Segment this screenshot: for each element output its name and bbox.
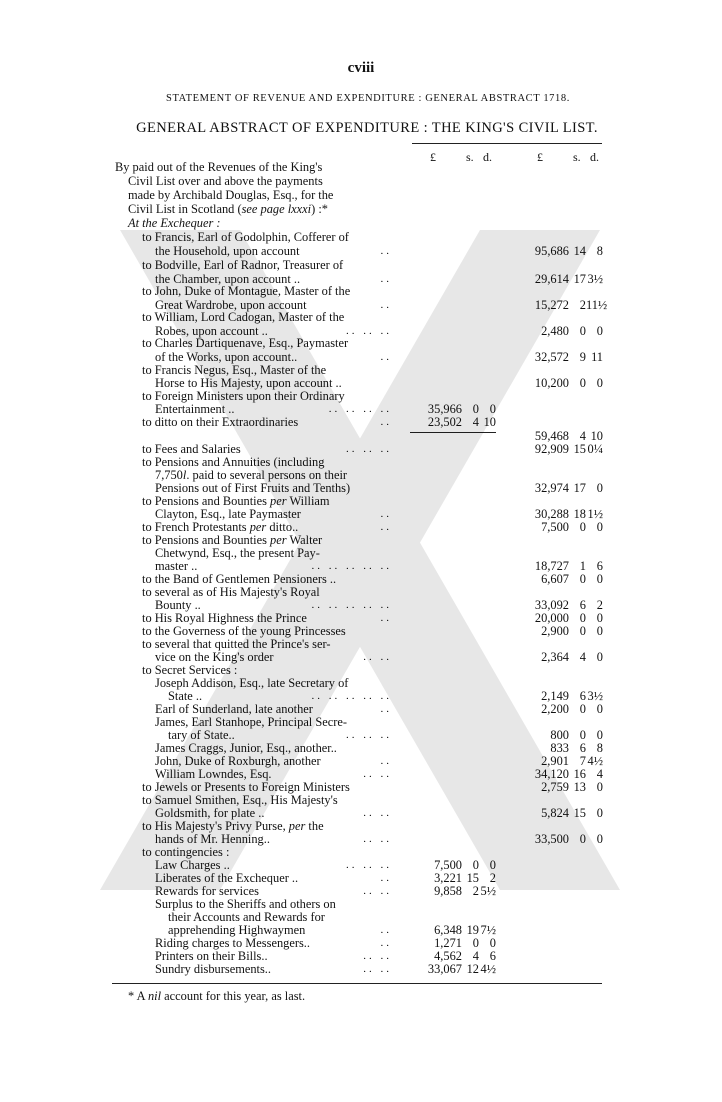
pence-value: 0 — [596, 650, 603, 664]
pounds-value: 6,607 — [541, 572, 569, 586]
leader-dots: .. — [380, 521, 392, 533]
leader-dots: .. — [380, 245, 392, 257]
pounds-value: 3,221 — [434, 871, 462, 885]
shillings-value: 4 — [472, 949, 479, 963]
shillings-value: 2 — [472, 884, 479, 898]
row-label: to Fees and Salaries — [142, 442, 241, 456]
row-label: tary of State.. — [168, 728, 235, 742]
table-row — [0, 676, 722, 690]
row-label: to the Governess of the young Princesses — [142, 624, 346, 638]
leader-dots: .. — [380, 351, 392, 363]
pounds-value: 59,468 — [534, 429, 569, 443]
table-row — [0, 910, 722, 924]
table-row — [0, 741, 722, 755]
table-row — [0, 160, 722, 174]
row-label: hands of Mr. Henning.. — [155, 832, 270, 846]
table-row — [0, 962, 722, 976]
row-label: Riding charges to Messengers.. — [155, 936, 310, 950]
subtotal-rule — [410, 432, 496, 433]
pence-value: 10 — [590, 429, 603, 443]
pence-value: 11½ — [586, 298, 608, 312]
shillings-value: 18 — [573, 507, 586, 521]
row-label: State .. — [168, 689, 203, 703]
shillings-value: 6 — [579, 598, 586, 612]
table-row — [0, 845, 722, 859]
table-row — [0, 871, 722, 885]
leader-dots: .. — [380, 755, 392, 767]
row-label: to Secret Services : — [142, 663, 238, 677]
table-row — [0, 546, 722, 560]
pence-value: 0 — [596, 806, 603, 820]
pounds-value: 33,067 — [427, 962, 462, 976]
page-number: cviii — [347, 60, 375, 76]
table-row — [0, 728, 722, 742]
table-row — [0, 468, 722, 482]
pounds-value: 92,909 — [534, 442, 569, 456]
table-row — [0, 702, 722, 716]
shillings-value: 1 — [579, 559, 586, 573]
shillings-value: 0 — [472, 402, 479, 416]
row-label: vice on the King's order — [155, 650, 274, 664]
row-label: to His Royal Highness the Prince — [142, 611, 307, 625]
pence-value: 0 — [596, 376, 603, 390]
shillings-value: 15 — [573, 806, 586, 820]
pounds-value: 7,500 — [434, 858, 462, 872]
table-row — [0, 793, 722, 807]
row-label: Bounty .. — [155, 598, 201, 612]
table-row — [0, 310, 722, 324]
shillings-value: 0 — [579, 611, 586, 625]
row-label: to contingencies : — [142, 845, 230, 859]
row-label: to Pensions and Bounties per Walter — [142, 533, 323, 547]
pounds-value: 15,272 — [534, 298, 569, 312]
leader-dots: .. .. .. — [346, 325, 392, 337]
shillings-value: 15 — [573, 442, 586, 456]
row-label: to Francis Negus, Esq., Master of the — [142, 363, 327, 377]
row-label: Joseph Addison, Esq., late Secretary of — [155, 676, 349, 690]
leader-dots: .. .. .. .. .. — [311, 690, 392, 702]
pounds-value: 33,092 — [534, 598, 569, 612]
shillings-value: 6 — [579, 741, 586, 755]
pounds-value: 1,271 — [434, 936, 462, 950]
table-row — [0, 832, 722, 846]
shillings-value: 13 — [573, 780, 586, 794]
row-label: to Francis, Earl of Godolphin, Cofferer of — [142, 230, 349, 244]
table-row — [0, 754, 722, 768]
shillings-value: 0 — [472, 936, 479, 950]
pence-value: 0 — [596, 624, 603, 638]
table-row — [0, 188, 722, 202]
leader-dots: .. .. — [363, 833, 392, 845]
row-label: Law Charges .. — [155, 858, 230, 872]
pence-value: 10 — [483, 415, 496, 429]
table-row — [0, 216, 722, 230]
row-label: to Samuel Smithen, Esq., His Majesty's — [142, 793, 338, 807]
row-label: William Lowndes, Esq. — [155, 767, 272, 781]
shillings-value: 0 — [579, 624, 586, 638]
pence-value: 6 — [489, 949, 496, 963]
pounds-value: 33,500 — [534, 832, 569, 846]
pounds-value: 18,727 — [534, 559, 569, 573]
table-row — [0, 923, 722, 937]
pounds-value: 95,686 — [534, 244, 569, 258]
shillings-value: 0 — [579, 702, 586, 716]
shillings-value: 19 — [466, 923, 479, 937]
footnote-rule — [112, 983, 602, 984]
pounds-value: 2,200 — [541, 702, 569, 716]
pence-value: 4 — [596, 767, 603, 781]
leader-dots: .. — [380, 416, 392, 428]
leader-dots: .. .. .. .. .. — [311, 599, 392, 611]
footnote: * A nil account for this year, as last. — [128, 989, 306, 1003]
shillings-value: 6 — [579, 689, 586, 703]
row-label: to Pensions and Bounties per William — [142, 494, 330, 508]
pence-value: 0 — [489, 402, 496, 416]
row-label: of the Works, upon account.. — [155, 350, 298, 364]
pounds-value: 30,288 — [534, 507, 569, 521]
pounds-value: 32,572 — [534, 350, 569, 364]
pounds-value: 2,364 — [541, 650, 569, 664]
pounds-value: 35,966 — [427, 402, 462, 416]
row-label: Pensions out of First Fruits and Tenths) — [155, 481, 351, 495]
pence-value: 0 — [489, 936, 496, 950]
leader-dots: .. — [380, 299, 392, 311]
table-row — [0, 650, 722, 664]
col-header-s-1: s. — [466, 150, 474, 164]
row-label: Rewards for services — [155, 884, 259, 898]
row-label: to ditto on their Extraordinaries — [142, 415, 299, 429]
row-label: James Craggs, Junior, Esq., another.. — [155, 741, 337, 755]
row-label: to Bodville, Earl of Radnor, Treasurer of — [142, 258, 344, 272]
table-row — [0, 363, 722, 377]
leader-dots: .. — [380, 508, 392, 520]
shillings-value: 0 — [579, 324, 586, 338]
pounds-value: 2,901 — [541, 754, 569, 768]
pounds-value: 800 — [550, 728, 569, 742]
col-header-d-1: d. — [483, 150, 492, 164]
shillings-value: 0 — [579, 520, 586, 534]
pounds-value: 23,502 — [427, 415, 462, 429]
table-row — [0, 897, 722, 911]
pence-value: 8 — [596, 741, 603, 755]
table-row — [0, 415, 722, 429]
col-header-d-2: d. — [590, 150, 599, 164]
pence-value: 4½ — [587, 754, 603, 768]
pounds-value: 29,614 — [534, 272, 569, 286]
row-label: John, Duke of Roxburgh, another — [155, 754, 321, 768]
pounds-value: 32,974 — [534, 481, 569, 495]
row-label: Earl of Sunderland, late another — [155, 702, 313, 716]
pence-value: 4½ — [480, 962, 496, 976]
row-label: Civil List over and above the payments — [128, 174, 323, 188]
row-label: Goldsmith, for plate .. — [155, 806, 265, 820]
pence-value: 3½ — [587, 272, 603, 286]
row-label: to several that quitted the Prince's ser- — [142, 637, 331, 651]
pence-value: 0 — [596, 520, 603, 534]
table-row — [0, 442, 722, 456]
pence-value: 0 — [596, 728, 603, 742]
pence-value: 0 — [489, 858, 496, 872]
pence-value: 8 — [596, 244, 603, 258]
pounds-value: 20,000 — [534, 611, 569, 625]
leader-dots: .. .. .. — [346, 443, 392, 455]
pounds-value: 833 — [550, 741, 569, 755]
shillings-value: 17 — [573, 481, 586, 495]
pounds-value: 7,500 — [541, 520, 569, 534]
pounds-value: 2,759 — [541, 780, 569, 794]
table-row — [0, 350, 722, 364]
pence-value: 0 — [596, 324, 603, 338]
shillings-value: 14 — [573, 244, 586, 258]
page-title: GENERAL ABSTRACT OF EXPENDITURE : THE KING'S CIVIL LIST. — [136, 120, 598, 136]
row-label: to French Protestants per ditto.. — [142, 520, 299, 534]
shillings-value: 16 — [573, 767, 586, 781]
shillings-value: 4 — [472, 415, 479, 429]
row-label: Robes, upon account .. — [155, 324, 268, 338]
shillings-value: 12 — [466, 962, 479, 976]
pence-value: 3½ — [587, 689, 603, 703]
table-row — [0, 858, 722, 872]
row-label: Liberates of the Exchequer .. — [155, 871, 299, 885]
leader-dots: .. — [380, 924, 392, 936]
col-header-pound-1: £ — [430, 150, 436, 164]
shillings-value: 17 — [573, 272, 586, 286]
table-row — [0, 244, 722, 258]
shillings-value: 0 — [579, 376, 586, 390]
leader-dots: .. .. .. — [346, 729, 392, 741]
row-label: 7,750l. paid to several persons on their — [155, 468, 348, 482]
pence-value: 0 — [596, 481, 603, 495]
table-row — [0, 481, 722, 495]
table-row — [0, 689, 722, 703]
table-row — [0, 767, 722, 781]
row-label: James, Earl Stanhope, Principal Secre- — [155, 715, 347, 729]
row-label: Great Wardrobe, upon account — [155, 298, 307, 312]
row-label: to several as of His Majesty's Royal — [142, 585, 320, 599]
shillings-value: 0 — [579, 572, 586, 586]
pounds-value: 34,120 — [534, 767, 569, 781]
pence-value: 0 — [596, 572, 603, 586]
table-row — [0, 389, 722, 403]
table-row — [0, 780, 722, 794]
row-label: Entertainment .. — [155, 402, 235, 416]
col-header-pound-2: £ — [537, 150, 543, 164]
pence-value: 7½ — [480, 923, 496, 937]
pounds-value: 2,480 — [541, 324, 569, 338]
row-label: Horse to His Majesty, upon account .. — [155, 376, 342, 390]
shillings-value: 0 — [472, 858, 479, 872]
row-label: apprehending Highwaymen — [168, 923, 306, 937]
pence-value: 1½ — [587, 507, 603, 521]
pounds-value: 5,824 — [541, 806, 569, 820]
leader-dots: .. .. — [363, 885, 392, 897]
table-row — [0, 533, 722, 547]
col-header-s-2: s. — [573, 150, 581, 164]
row-label: made by Archibald Douglas, Esq., for the — [128, 188, 334, 202]
table-row — [0, 230, 722, 244]
pence-value: 2 — [489, 871, 496, 885]
table-row — [0, 376, 722, 390]
row-label: the Chamber, upon account .. — [155, 272, 301, 286]
table-row — [0, 202, 722, 216]
table-row — [0, 494, 722, 508]
pence-value: 0¼ — [587, 442, 603, 456]
pounds-value: 9,858 — [434, 884, 462, 898]
table-row — [0, 715, 722, 729]
table-row — [0, 819, 722, 833]
row-label: Printers on their Bills.. — [155, 949, 268, 963]
row-label: the Household, upon account — [155, 244, 300, 258]
pence-value: 0 — [596, 702, 603, 716]
pounds-value: 2,900 — [541, 624, 569, 638]
shillings-value: 0 — [579, 832, 586, 846]
pence-value: 0 — [596, 611, 603, 625]
table-row — [0, 611, 722, 625]
leader-dots: .. — [380, 703, 392, 715]
row-label: Surplus to the Sheriffs and others on — [155, 897, 336, 911]
row-label: to Charles Dartiquenave, Esq., Paymaster — [142, 336, 349, 350]
table-row — [0, 949, 722, 963]
table-row — [0, 336, 722, 350]
pence-value: 11 — [591, 350, 603, 364]
pounds-value: 4,562 — [434, 949, 462, 963]
row-label: By paid out of the Revenues of the King's — [115, 160, 323, 174]
table-row — [0, 174, 722, 188]
pounds-value: 2,149 — [541, 689, 569, 703]
table-row — [0, 559, 722, 573]
leader-dots: .. — [380, 937, 392, 949]
leader-dots: .. — [380, 872, 392, 884]
shillings-value: 0 — [579, 728, 586, 742]
header-rule — [412, 143, 602, 144]
leader-dots: .. — [380, 612, 392, 624]
table-row — [0, 663, 722, 677]
table-row — [0, 520, 722, 534]
leader-dots: .. .. .. — [346, 859, 392, 871]
row-label: to William, Lord Cadogan, Master of the — [142, 310, 345, 324]
leader-dots: .. .. .. .. .. — [311, 560, 392, 572]
table-row — [0, 258, 722, 272]
row-label: master .. — [155, 559, 198, 573]
table-row — [0, 624, 722, 638]
leader-dots: .. .. — [363, 651, 392, 663]
leader-dots: .. .. — [363, 963, 392, 975]
row-label: Civil List in Scotland (see page lxxxi) :* — [128, 202, 328, 216]
pence-value: 6 — [596, 559, 603, 573]
shillings-value: 15 — [466, 871, 479, 885]
table-row — [0, 884, 722, 898]
row-label: to His Majesty's Privy Purse, per the — [142, 819, 324, 833]
row-label: Clayton, Esq., late Paymaster — [155, 507, 301, 521]
shillings-value: 2 — [579, 298, 586, 312]
table-row — [0, 429, 722, 443]
row-label: to Jewels or Presents to Foreign Ministers — [142, 780, 350, 794]
shillings-value: 7 — [579, 754, 586, 768]
row-label: to Pensions and Annuities (including — [142, 455, 325, 469]
shillings-value: 4 — [579, 650, 586, 664]
pence-value: 5½ — [480, 884, 496, 898]
table-row — [0, 507, 722, 521]
row-label: to John, Duke of Montague, Master of the — [142, 284, 351, 298]
table-row — [0, 806, 722, 820]
row-label: to the Band of Gentlemen Pensioners .. — [142, 572, 337, 586]
row-label: to Foreign Ministers upon their Ordinary — [142, 389, 345, 403]
pounds-value: 6,348 — [434, 923, 462, 937]
pence-value: 0 — [596, 832, 603, 846]
table-row — [0, 637, 722, 651]
leader-dots: .. .. — [363, 950, 392, 962]
pence-value: 2 — [596, 598, 603, 612]
row-label: Chetwynd, Esq., the present Pay- — [155, 546, 320, 560]
running-head: STATEMENT OF REVENUE AND EXPENDITURE : GENERAL ABSTRACT 1718. — [166, 93, 570, 104]
shillings-value: 4 — [579, 429, 586, 443]
table-row — [0, 572, 722, 586]
row-label: their Accounts and Rewards for — [168, 910, 325, 924]
table-row — [0, 455, 722, 469]
table-row — [0, 936, 722, 950]
table-row — [0, 585, 722, 599]
row-label: At the Exchequer : — [128, 216, 221, 230]
pounds-value: 10,200 — [534, 376, 569, 390]
leader-dots: .. — [380, 273, 392, 285]
shillings-value: 9 — [579, 350, 586, 364]
row-label: Sundry disbursements.. — [155, 962, 271, 976]
leader-dots: .. .. .. .. — [328, 403, 392, 415]
leader-dots: .. .. — [363, 768, 392, 780]
table-row — [0, 402, 722, 416]
pence-value: 0 — [596, 780, 603, 794]
table-row — [0, 284, 722, 298]
leader-dots: .. .. — [363, 807, 392, 819]
table-row — [0, 598, 722, 612]
